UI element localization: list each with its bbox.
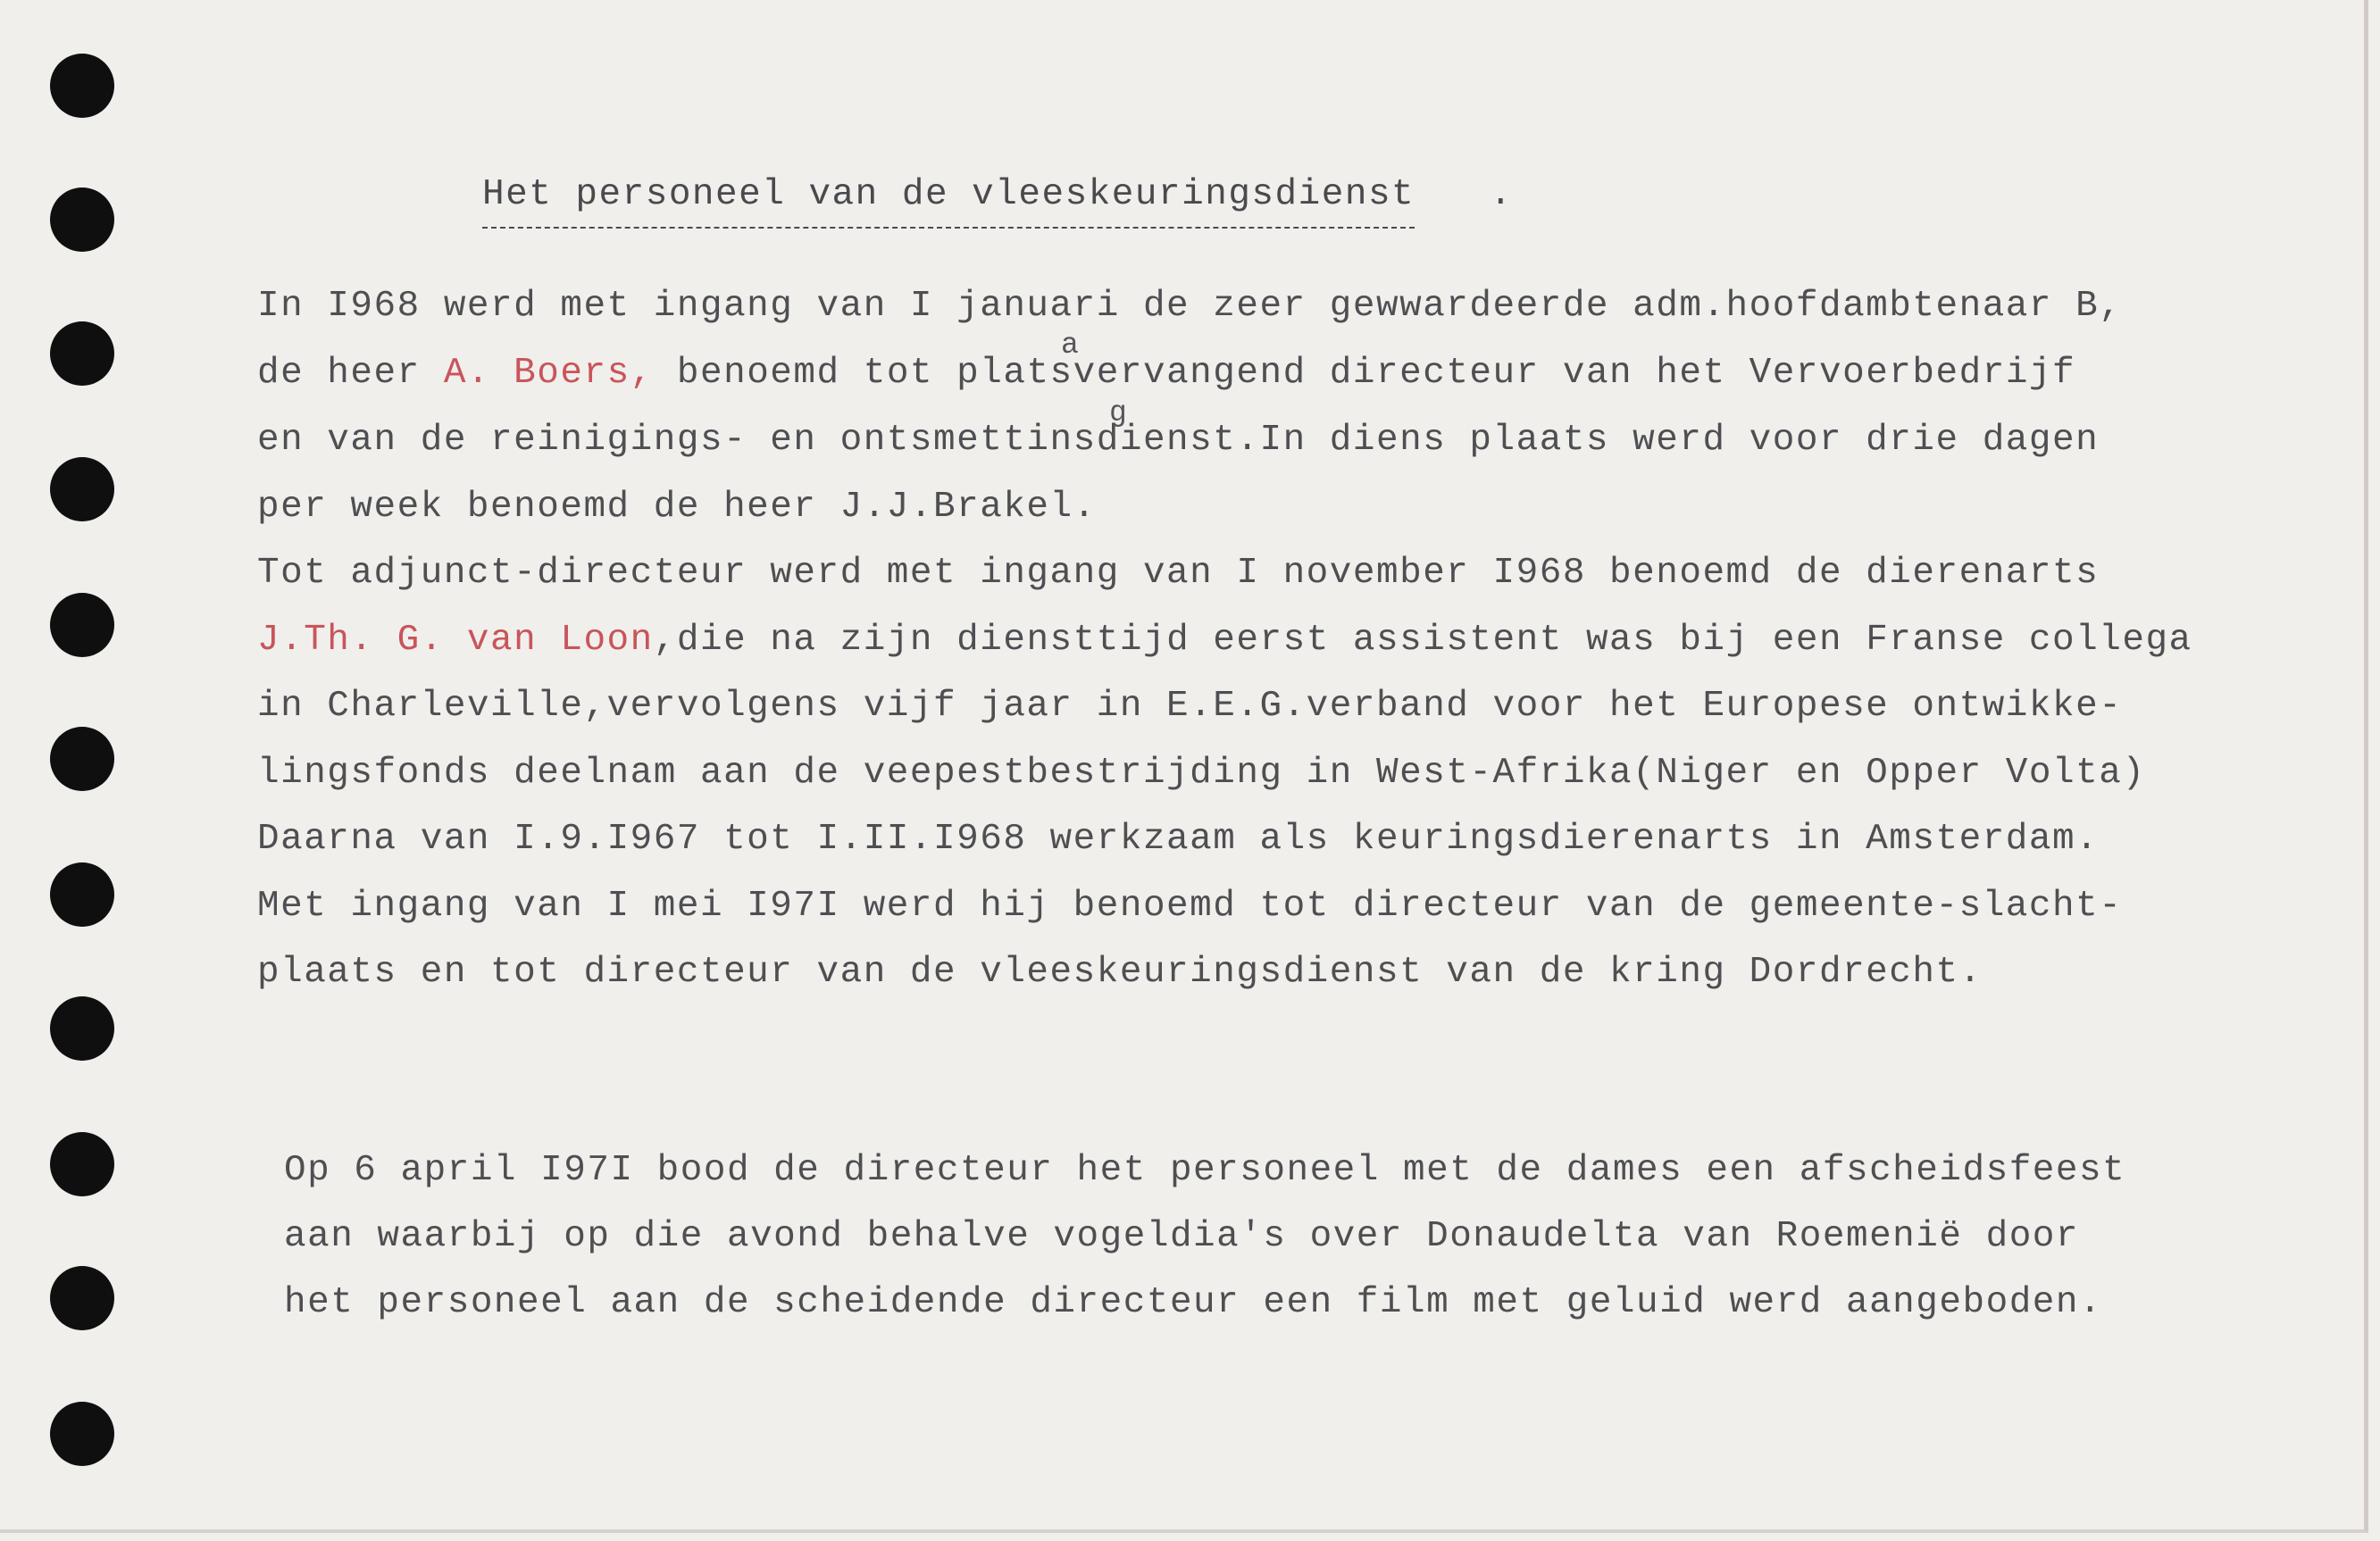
punch-hole — [50, 1132, 114, 1196]
title-period: . — [1490, 174, 1512, 215]
text-segment: benoemd tot platsvervangend directeur van het Vervoerbedrijf — [653, 353, 2076, 394]
punch-hole — [50, 862, 114, 927]
paragraph1-line: Tot adjunct-directeur werd met ingang van I november I968 benoemd de dierenarts — [257, 553, 2100, 594]
punch-hole — [50, 54, 114, 118]
paragraph1-line — [257, 351, 2075, 396]
paragraph1-line: Daarna van I.9.I967 tot I.II.I968 werkzaam als keuringsdierenarts in Amsterdam. — [257, 819, 2100, 860]
page-title: Het personeel van de vleeskeuringsdienst — [482, 174, 1415, 215]
paragraph1-line: in Charleville,vervolgens vijf jaar in E.E.G.verband voor het Europese ontwikke- — [257, 686, 2123, 727]
punch-hole — [50, 593, 114, 657]
paragraph1-line: In I968 werd met ingang van I januari de zeer gewwardeerde adm.hoofdambtenaar B, — [257, 286, 2123, 327]
person-name-boers: A. Boers, — [443, 353, 654, 394]
punch-hole — [50, 996, 114, 1061]
paragraph1-line — [257, 618, 2192, 662]
paragraph1-line: en van de reinigings- en ontsmettinsdienst.In diens plaats werd voor drie dagen — [257, 420, 2100, 461]
paragraph1-line: Met ingang van I mei I97I werd hij benoemd tot directeur van de gemeente-slacht- — [257, 886, 2123, 927]
correction-insert-a: a — [1061, 329, 1079, 362]
punch-hole — [50, 1266, 114, 1330]
punch-hole — [50, 1402, 114, 1466]
paragraph2-line: het personeel aan de scheidende directeur een film met geluid werd aangeboden. — [284, 1282, 2103, 1323]
paragraph2-line: aan waarbij op die avond behalve vogeldia's over Donaudelta van Roemenië door — [284, 1216, 2080, 1257]
paragraph1-line: per week benoemd de heer J.J.Brakel. — [257, 487, 1097, 528]
punch-hole — [50, 321, 114, 386]
paragraph2-line: Op 6 april I97I bood de directeur het personeel met de dames een afscheidsfeest — [284, 1150, 2126, 1191]
text-segment: de heer — [257, 353, 444, 394]
punch-hole — [50, 727, 114, 791]
text-segment: ,die na zijn diensttijd eerst assistent was bij een Franse collega — [653, 620, 2192, 661]
paragraph1-line: plaats en tot directeur van de vleeskeuringsdienst van de kring Dordrecht. — [257, 952, 1983, 993]
punch-hole — [50, 187, 114, 252]
punch-hole — [50, 457, 114, 521]
paragraph1-line: lingsfonds deelnam aan de veepestbestrijding in West-Afrika(Niger en Opper Volta) — [257, 753, 2146, 794]
person-name-van-loon: J.Th. G. van Loon — [257, 620, 654, 661]
correction-insert-g: g — [1109, 396, 1127, 429]
